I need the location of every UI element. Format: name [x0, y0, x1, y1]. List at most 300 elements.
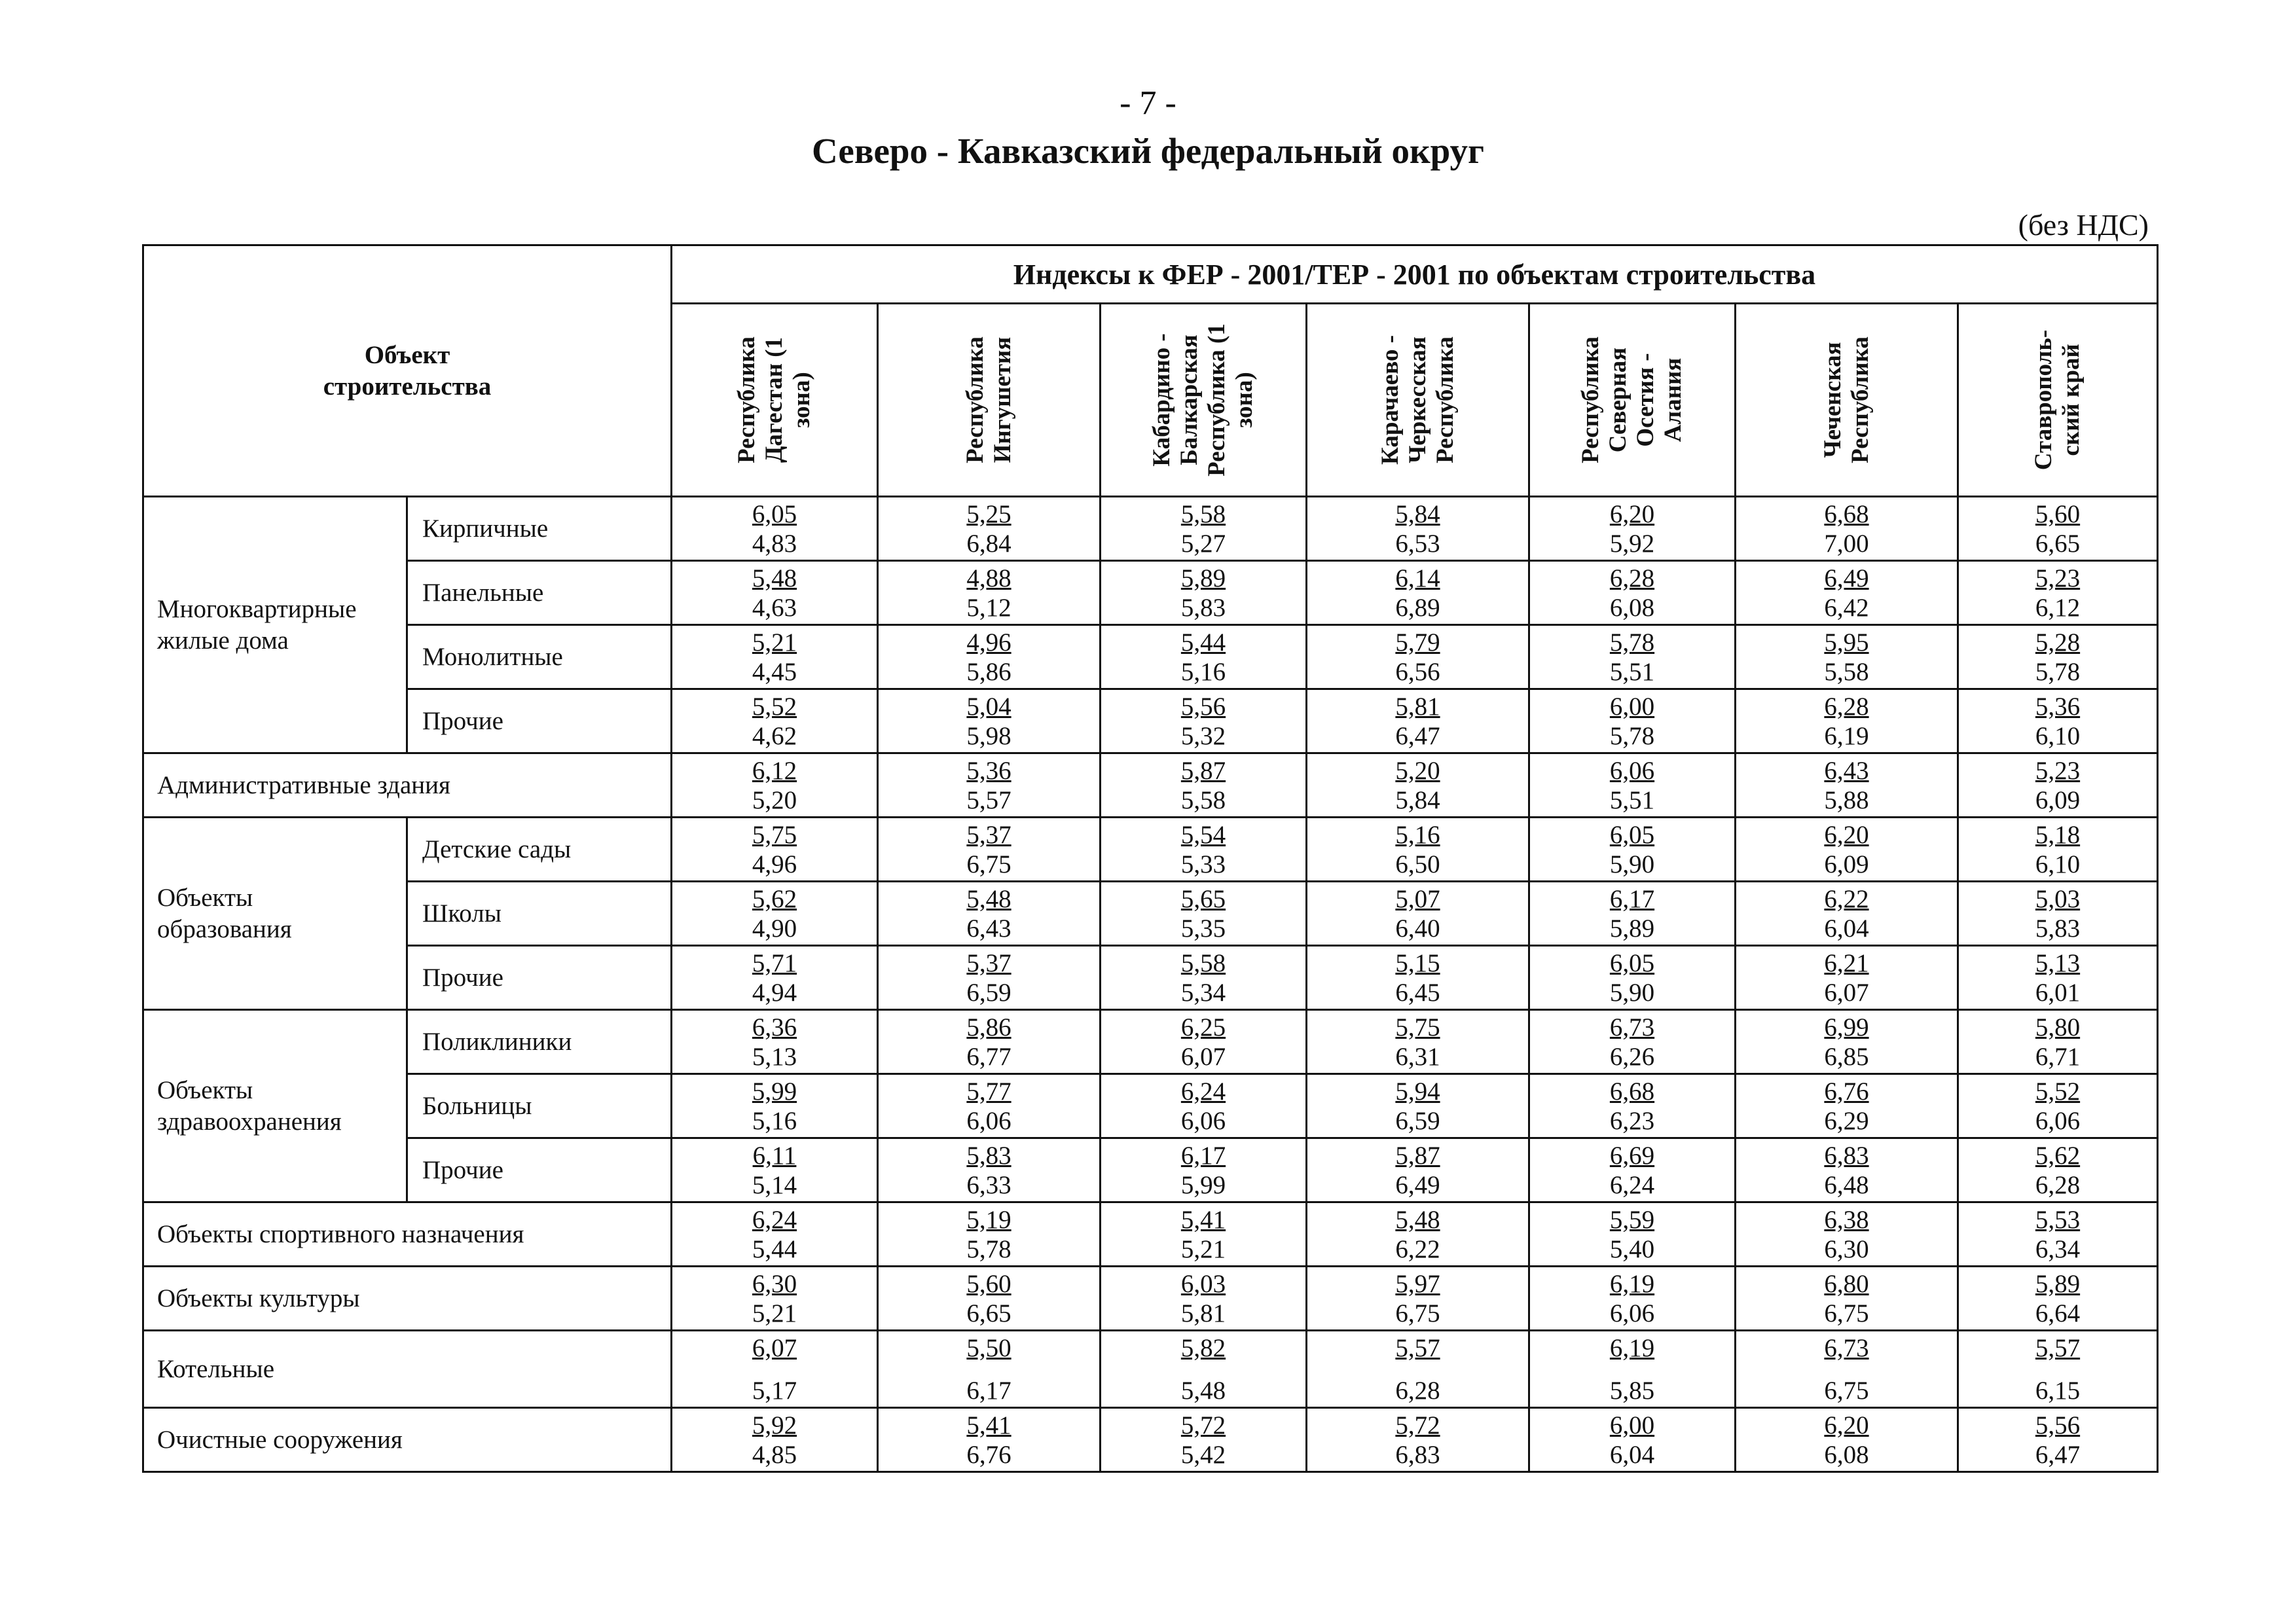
index-cell: [1958, 946, 2158, 1010]
index-value-top: 6,68: [1609, 1077, 1655, 1106]
index-value-bottom: 6,76: [966, 1440, 1011, 1469]
index-value-top: 5,07: [1395, 884, 1440, 913]
index-value-top: 6,38: [1824, 1205, 1869, 1234]
index-value-top: 5,16: [1395, 820, 1440, 849]
index-cell: [1101, 497, 1307, 561]
index-value-top: 5,71: [752, 948, 797, 977]
index-cell: [1307, 625, 1529, 689]
category-label: Объекты здравоохранения: [157, 1075, 342, 1136]
index-cell: [1958, 625, 2158, 689]
index-cell: [878, 1138, 1101, 1202]
index-value-top: 6,99: [1824, 1013, 1869, 1041]
index-value-bottom: 6,06: [1180, 1106, 1226, 1135]
index-value-bottom: 5,57: [966, 785, 1011, 814]
index-value-top: 5,89: [1180, 564, 1226, 592]
index-value-bottom: 5,14: [752, 1170, 797, 1199]
index-value-top: 5,77: [966, 1077, 1011, 1106]
index-cell: [672, 1138, 878, 1202]
index-value-top: 5,58: [1180, 948, 1226, 977]
index-cell: [1101, 625, 1307, 689]
index-value-bottom: 6,34: [2035, 1235, 2081, 1263]
table-row: [143, 497, 2158, 561]
index-value-bottom: 6,89: [1395, 593, 1440, 622]
index-value-top: 5,48: [966, 884, 1011, 913]
index-value-bottom: 5,86: [966, 657, 1011, 686]
index-value-bottom: 6,15: [2035, 1376, 2081, 1405]
index-value-bottom: 5,58: [1180, 785, 1226, 814]
index-value-top: 5,36: [966, 756, 1011, 785]
index-cell: [878, 1074, 1101, 1138]
index-value-top: 6,69: [1609, 1141, 1655, 1170]
index-cell: [1101, 818, 1307, 882]
index-value-bottom: 6,10: [2035, 850, 2081, 878]
subtype-cell: Детские сады: [407, 818, 672, 882]
index-value-top: 6,05: [752, 499, 797, 528]
index-value-bottom: 6,64: [2035, 1299, 2081, 1327]
index-cell: [672, 497, 878, 561]
index-value-bottom: 4,63: [752, 593, 797, 622]
index-value-bottom: 6,24: [1609, 1170, 1655, 1199]
index-value-top: 6,80: [1824, 1269, 1869, 1298]
index-value-bottom: 6,06: [2035, 1106, 2081, 1135]
index-value-top: 6,20: [1609, 499, 1655, 528]
index-value-top: 5,60: [2035, 499, 2081, 528]
index-value-bottom: 5,16: [1180, 657, 1226, 686]
subtype-cell: Монолитные: [407, 625, 672, 689]
index-value-top: 5,52: [2035, 1077, 2081, 1106]
column-header-stavropol: [1958, 304, 2158, 497]
index-cell: [1736, 1331, 1958, 1408]
subtype-cell: Прочие: [407, 689, 672, 753]
index-value-bottom: 5,48: [1180, 1376, 1226, 1405]
index-value-bottom: 5,58: [1824, 657, 1869, 686]
index-cell: [672, 1202, 878, 1267]
index-value-top: 6,24: [1180, 1077, 1226, 1106]
index-cell: [672, 1010, 878, 1074]
index-cell: [1529, 753, 1736, 818]
index-value-bottom: 6,83: [1395, 1440, 1440, 1469]
index-value-bottom: 6,48: [1824, 1170, 1869, 1199]
index-value-top: 6,25: [1180, 1013, 1226, 1041]
index-cell: [1101, 689, 1307, 753]
index-cell: [878, 1408, 1101, 1472]
index-cell: [1958, 1331, 2158, 1408]
index-cell: [1307, 1138, 1529, 1202]
index-cell: [878, 818, 1101, 882]
index-cell: [1529, 497, 1736, 561]
index-value-top: 5,54: [1180, 820, 1226, 849]
index-value-bottom: 6,28: [1395, 1376, 1440, 1405]
index-cell: [1736, 497, 1958, 561]
index-cell: [672, 946, 878, 1010]
index-value-top: 6,19: [1609, 1333, 1655, 1362]
index-value-bottom: 6,31: [1395, 1042, 1440, 1071]
index-value-bottom: 6,09: [1824, 850, 1869, 878]
index-value-top: 5,56: [2035, 1411, 2081, 1439]
index-value-bottom: 5,83: [2035, 914, 2081, 943]
index-value-bottom: 6,59: [1395, 1106, 1440, 1135]
index-value-top: 6,43: [1824, 756, 1869, 785]
object-cell: Котельные: [143, 1331, 672, 1408]
index-value-top: 5,87: [1180, 756, 1226, 785]
index-value-top: 5,83: [966, 1141, 1011, 1170]
index-cell: [672, 1408, 878, 1472]
column-header-dagestan: [672, 304, 878, 497]
index-value-bottom: 5,99: [1180, 1170, 1226, 1199]
index-value-bottom: 6,42: [1824, 593, 1869, 622]
category-cell: [143, 497, 407, 753]
index-value-bottom: 5,51: [1609, 657, 1655, 686]
index-value-bottom: 5,83: [1180, 593, 1226, 622]
object-cell: Очистные сооружения: [143, 1408, 672, 1472]
index-value-bottom: 5,92: [1609, 529, 1655, 558]
column-header-label: Республика Северная Осетия - Алания: [1577, 336, 1686, 463]
index-cell: [672, 753, 878, 818]
index-cell: [1307, 1267, 1529, 1331]
index-value-top: 5,62: [2035, 1141, 2081, 1170]
index-value-top: 5,89: [2035, 1269, 2081, 1298]
table-row: [143, 1010, 2158, 1074]
index-value-top: 5,25: [966, 499, 1011, 528]
index-cell: [1307, 561, 1529, 625]
index-value-bottom: 6,30: [1824, 1235, 1869, 1263]
index-value-bottom: 6,71: [2035, 1042, 2081, 1071]
index-value-bottom: 4,90: [752, 914, 797, 943]
index-value-top: 5,13: [2035, 948, 2081, 977]
index-value-top: 6,17: [1180, 1141, 1226, 1170]
index-value-bottom: 6,59: [966, 978, 1011, 1007]
index-value-bottom: 5,81: [1180, 1299, 1226, 1327]
index-value-bottom: 7,00: [1824, 529, 1869, 558]
vat-note: (без НДС): [2018, 208, 2149, 242]
index-value-bottom: 6,04: [1824, 914, 1869, 943]
table-row: [143, 1202, 2158, 1267]
index-value-bottom: 5,35: [1180, 914, 1226, 943]
index-value-bottom: 5,20: [752, 785, 797, 814]
index-cell: [672, 1331, 878, 1408]
index-value-bottom: 5,84: [1395, 785, 1440, 814]
index-value-bottom: 6,04: [1609, 1440, 1655, 1469]
index-value-bottom: 5,90: [1609, 978, 1655, 1007]
index-value-top: 5,04: [966, 692, 1011, 721]
index-value-top: 6,17: [1609, 884, 1655, 913]
column-header-kchr: [1307, 304, 1529, 497]
index-value-bottom: 6,10: [2035, 721, 2081, 750]
index-cell: [1529, 625, 1736, 689]
index-value-top: 4,88: [966, 564, 1011, 592]
index-cell: [672, 818, 878, 882]
index-value-top: 5,36: [2035, 692, 2081, 721]
index-value-top: 5,21: [752, 628, 797, 657]
column-header-kbr: [1101, 304, 1307, 497]
table-row: [143, 1331, 2158, 1408]
index-cell: [672, 882, 878, 946]
index-value-bottom: 5,40: [1609, 1235, 1655, 1263]
index-value-top: 5,41: [966, 1411, 1011, 1439]
index-cell: [1101, 1408, 1307, 1472]
index-value-top: 6,76: [1824, 1077, 1869, 1106]
index-cell: [1958, 882, 2158, 946]
index-cell: [1736, 1408, 1958, 1472]
index-value-top: 5,23: [2035, 564, 2081, 592]
column-header-label: Карачаево - Черкесская Республика: [1376, 334, 1459, 465]
index-value-bottom: 6,19: [1824, 721, 1869, 750]
index-cell: [672, 689, 878, 753]
index-value-top: 5,81: [1395, 692, 1440, 721]
index-value-top: 6,36: [752, 1013, 797, 1041]
index-value-top: 6,24: [752, 1205, 797, 1234]
category-cell: [143, 1010, 407, 1202]
index-value-bottom: 5,16: [752, 1106, 797, 1135]
index-value-top: 5,99: [752, 1077, 797, 1106]
index-value-bottom: 6,29: [1824, 1106, 1869, 1135]
table-row: [143, 625, 2158, 689]
index-cell: [1101, 1267, 1307, 1331]
table-row: [143, 689, 2158, 753]
index-cell: [1736, 753, 1958, 818]
index-value-bottom: 6,33: [966, 1170, 1011, 1199]
subtype-cell: Больницы: [407, 1074, 672, 1138]
index-cell: [1958, 1267, 2158, 1331]
index-value-top: 6,19: [1609, 1269, 1655, 1298]
index-cell: [1101, 882, 1307, 946]
index-value-bottom: 5,13: [752, 1042, 797, 1071]
index-value-top: 5,28: [2035, 628, 2081, 657]
index-cell: [672, 1074, 878, 1138]
index-cell: [1307, 753, 1529, 818]
index-value-top: 4,96: [966, 628, 1011, 657]
index-cell: [1529, 1331, 1736, 1408]
index-value-bottom: 6,23: [1609, 1106, 1655, 1135]
index-value-bottom: 6,06: [966, 1106, 1011, 1135]
index-cell: [1101, 1202, 1307, 1267]
index-value-top: 6,20: [1824, 820, 1869, 849]
index-cell: [1307, 1010, 1529, 1074]
index-value-top: 5,72: [1395, 1411, 1440, 1439]
index-value-top: 5,79: [1395, 628, 1440, 657]
index-value-top: 5,95: [1824, 628, 1869, 657]
index-cell: [1736, 625, 1958, 689]
index-value-top: 6,11: [752, 1141, 797, 1170]
index-value-bottom: 6,75: [1395, 1299, 1440, 1327]
index-value-bottom: 4,62: [752, 721, 797, 750]
index-cell: [878, 625, 1101, 689]
index-value-top: 5,48: [752, 564, 797, 592]
column-header-label: Чеченская Республика: [1819, 336, 1874, 463]
index-value-bottom: 5,33: [1180, 850, 1226, 878]
index-value-bottom: 5,78: [1609, 721, 1655, 750]
index-value-top: 5,52: [752, 692, 797, 721]
index-cell: [1958, 1074, 2158, 1138]
table-row: [143, 946, 2158, 1010]
index-value-top: 5,15: [1395, 948, 1440, 977]
index-value-bottom: 5,88: [1824, 785, 1869, 814]
table-row: [143, 561, 2158, 625]
index-cell: [1529, 882, 1736, 946]
table-row: [143, 818, 2158, 882]
index-cell: [1958, 1138, 2158, 1202]
index-value-bottom: 6,06: [1609, 1299, 1655, 1327]
index-value-top: 6,20: [1824, 1411, 1869, 1439]
index-value-top: 5,48: [1395, 1205, 1440, 1234]
index-value-bottom: 4,96: [752, 850, 797, 878]
index-cell: [1101, 1010, 1307, 1074]
index-value-bottom: 6,75: [966, 850, 1011, 878]
index-value-bottom: 6,09: [2035, 785, 2081, 814]
index-value-bottom: 6,84: [966, 529, 1011, 558]
index-value-bottom: 6,65: [2035, 529, 2081, 558]
index-value-top: 5,72: [1180, 1411, 1226, 1439]
index-value-bottom: 6,40: [1395, 914, 1440, 943]
index-cell: [1529, 1074, 1736, 1138]
table-body: [143, 497, 2158, 1472]
index-value-bottom: 6,17: [966, 1376, 1011, 1405]
index-value-top: 5,75: [1395, 1013, 1440, 1041]
index-value-top: 6,06: [1609, 756, 1655, 785]
table-row: [143, 1074, 2158, 1138]
index-value-bottom: 5,51: [1609, 785, 1655, 814]
index-value-bottom: 4,85: [752, 1440, 797, 1469]
index-value-top: 5,56: [1180, 692, 1226, 721]
index-cell: [878, 689, 1101, 753]
index-value-top: 5,37: [966, 948, 1011, 977]
category-label: Многоквартирные жилые дома: [157, 594, 357, 655]
index-value-top: 5,84: [1395, 499, 1440, 528]
index-cell: [672, 561, 878, 625]
index-value-bottom: 6,56: [1395, 657, 1440, 686]
index-value-top: 6,83: [1824, 1141, 1869, 1170]
index-value-bottom: 6,47: [1395, 721, 1440, 750]
index-value-bottom: 5,90: [1609, 850, 1655, 878]
index-value-top: 5,41: [1180, 1205, 1226, 1234]
group-header: Индексы к ФЕР - 2001/ТЕР - 2001 по объектам строительства: [672, 245, 2158, 304]
column-header-label: Кабардино - Балкарская Республика (1 зона): [1148, 323, 1258, 477]
index-value-top: 5,80: [2035, 1013, 2081, 1041]
index-value-top: 6,68: [1824, 499, 1869, 528]
subtype-cell: Кирпичные: [407, 497, 672, 561]
object-cell: Административные здания: [143, 753, 672, 818]
index-cell: [1529, 946, 1736, 1010]
index-cell: [1529, 1010, 1736, 1074]
index-value-bottom: 5,42: [1180, 1440, 1226, 1469]
index-value-top: 5,20: [1395, 756, 1440, 785]
index-cell: [1529, 1138, 1736, 1202]
index-value-top: 6,73: [1609, 1013, 1655, 1041]
index-cell: [672, 1267, 878, 1331]
index-value-top: 6,14: [1395, 564, 1440, 592]
index-value-bottom: 6,45: [1395, 978, 1440, 1007]
index-cell: [878, 1331, 1101, 1408]
index-cell: [1958, 497, 2158, 561]
index-value-top: 5,57: [2035, 1333, 2081, 1362]
index-value-top: 6,49: [1824, 564, 1869, 592]
index-cell: [878, 561, 1101, 625]
index-value-bottom: 6,75: [1824, 1299, 1869, 1327]
object-cell: Объекты спортивного назначения: [143, 1202, 672, 1267]
index-value-top: 5,23: [2035, 756, 2081, 785]
column-header-label: Республика Ингушетия: [961, 336, 1016, 463]
column-header-label: Республика Дагестан (1 зона): [733, 336, 815, 463]
column-header-ingushetia: [878, 304, 1101, 497]
index-value-top: 6,05: [1609, 948, 1655, 977]
index-cell: [1736, 1202, 1958, 1267]
index-value-bottom: 5,32: [1180, 721, 1226, 750]
index-value-bottom: 5,78: [2035, 657, 2081, 686]
index-cell: [1736, 1010, 1958, 1074]
index-cell: [1736, 1074, 1958, 1138]
index-value-top: 6,05: [1609, 820, 1655, 849]
index-cell: [1736, 882, 1958, 946]
index-cell: [1958, 1010, 2158, 1074]
index-value-bottom: 5,21: [752, 1299, 797, 1327]
index-value-top: 5,37: [966, 820, 1011, 849]
index-value-top: 5,19: [966, 1205, 1011, 1234]
subtype-cell: Поликлиники: [407, 1010, 672, 1074]
index-cell: [1307, 946, 1529, 1010]
index-value-bottom: 5,98: [966, 721, 1011, 750]
index-value-top: 5,62: [752, 884, 797, 913]
index-cell: [1101, 753, 1307, 818]
column-header-chechnya: [1736, 304, 1958, 497]
index-value-bottom: 4,45: [752, 657, 797, 686]
index-value-bottom: 6,49: [1395, 1170, 1440, 1199]
index-value-bottom: 4,83: [752, 529, 797, 558]
index-cell: [878, 753, 1101, 818]
object-header-label: Объект строительства: [323, 340, 492, 401]
index-cell: [1736, 561, 1958, 625]
index-cell: [1736, 689, 1958, 753]
index-cell: [1958, 561, 2158, 625]
column-header-label: Ставропольский край: [2030, 329, 2085, 471]
subtype-cell: Школы: [407, 882, 672, 946]
index-value-bottom: 6,47: [2035, 1440, 2081, 1469]
index-cell: [1958, 818, 2158, 882]
index-cell: [1529, 1202, 1736, 1267]
index-value-bottom: 5,12: [966, 593, 1011, 622]
index-cell: [1736, 946, 1958, 1010]
index-value-top: 5,53: [2035, 1205, 2081, 1234]
index-value-bottom: 6,08: [1609, 593, 1655, 622]
table-row: [143, 1267, 2158, 1331]
index-value-top: 5,58: [1180, 499, 1226, 528]
index-cell: [1958, 753, 2158, 818]
index-value-bottom: 6,28: [2035, 1170, 2081, 1199]
index-value-top: 6,22: [1824, 884, 1869, 913]
index-value-top: 6,00: [1609, 1411, 1655, 1439]
index-value-bottom: 6,85: [1824, 1042, 1869, 1071]
index-cell: [1101, 946, 1307, 1010]
index-value-top: 6,12: [752, 756, 797, 785]
page-number: - 7 -: [1120, 84, 1176, 122]
index-value-bottom: 5,21: [1180, 1235, 1226, 1263]
index-cell: [1101, 1138, 1307, 1202]
index-cell: [1529, 1408, 1736, 1472]
index-cell: [1307, 1202, 1529, 1267]
index-value-top: 5,82: [1180, 1333, 1226, 1362]
category-label: Объекты образования: [157, 883, 292, 943]
index-table: [142, 244, 2159, 1473]
index-value-top: 6,73: [1824, 1333, 1869, 1362]
index-value-bottom: 5,34: [1180, 978, 1226, 1007]
index-value-top: 6,30: [752, 1269, 797, 1298]
index-cell: [878, 882, 1101, 946]
index-value-bottom: 6,12: [2035, 593, 2081, 622]
index-cell: [672, 625, 878, 689]
index-value-bottom: 6,77: [966, 1042, 1011, 1071]
index-value-top: 5,03: [2035, 884, 2081, 913]
index-value-top: 6,21: [1824, 948, 1869, 977]
index-value-bottom: 5,78: [966, 1235, 1011, 1263]
